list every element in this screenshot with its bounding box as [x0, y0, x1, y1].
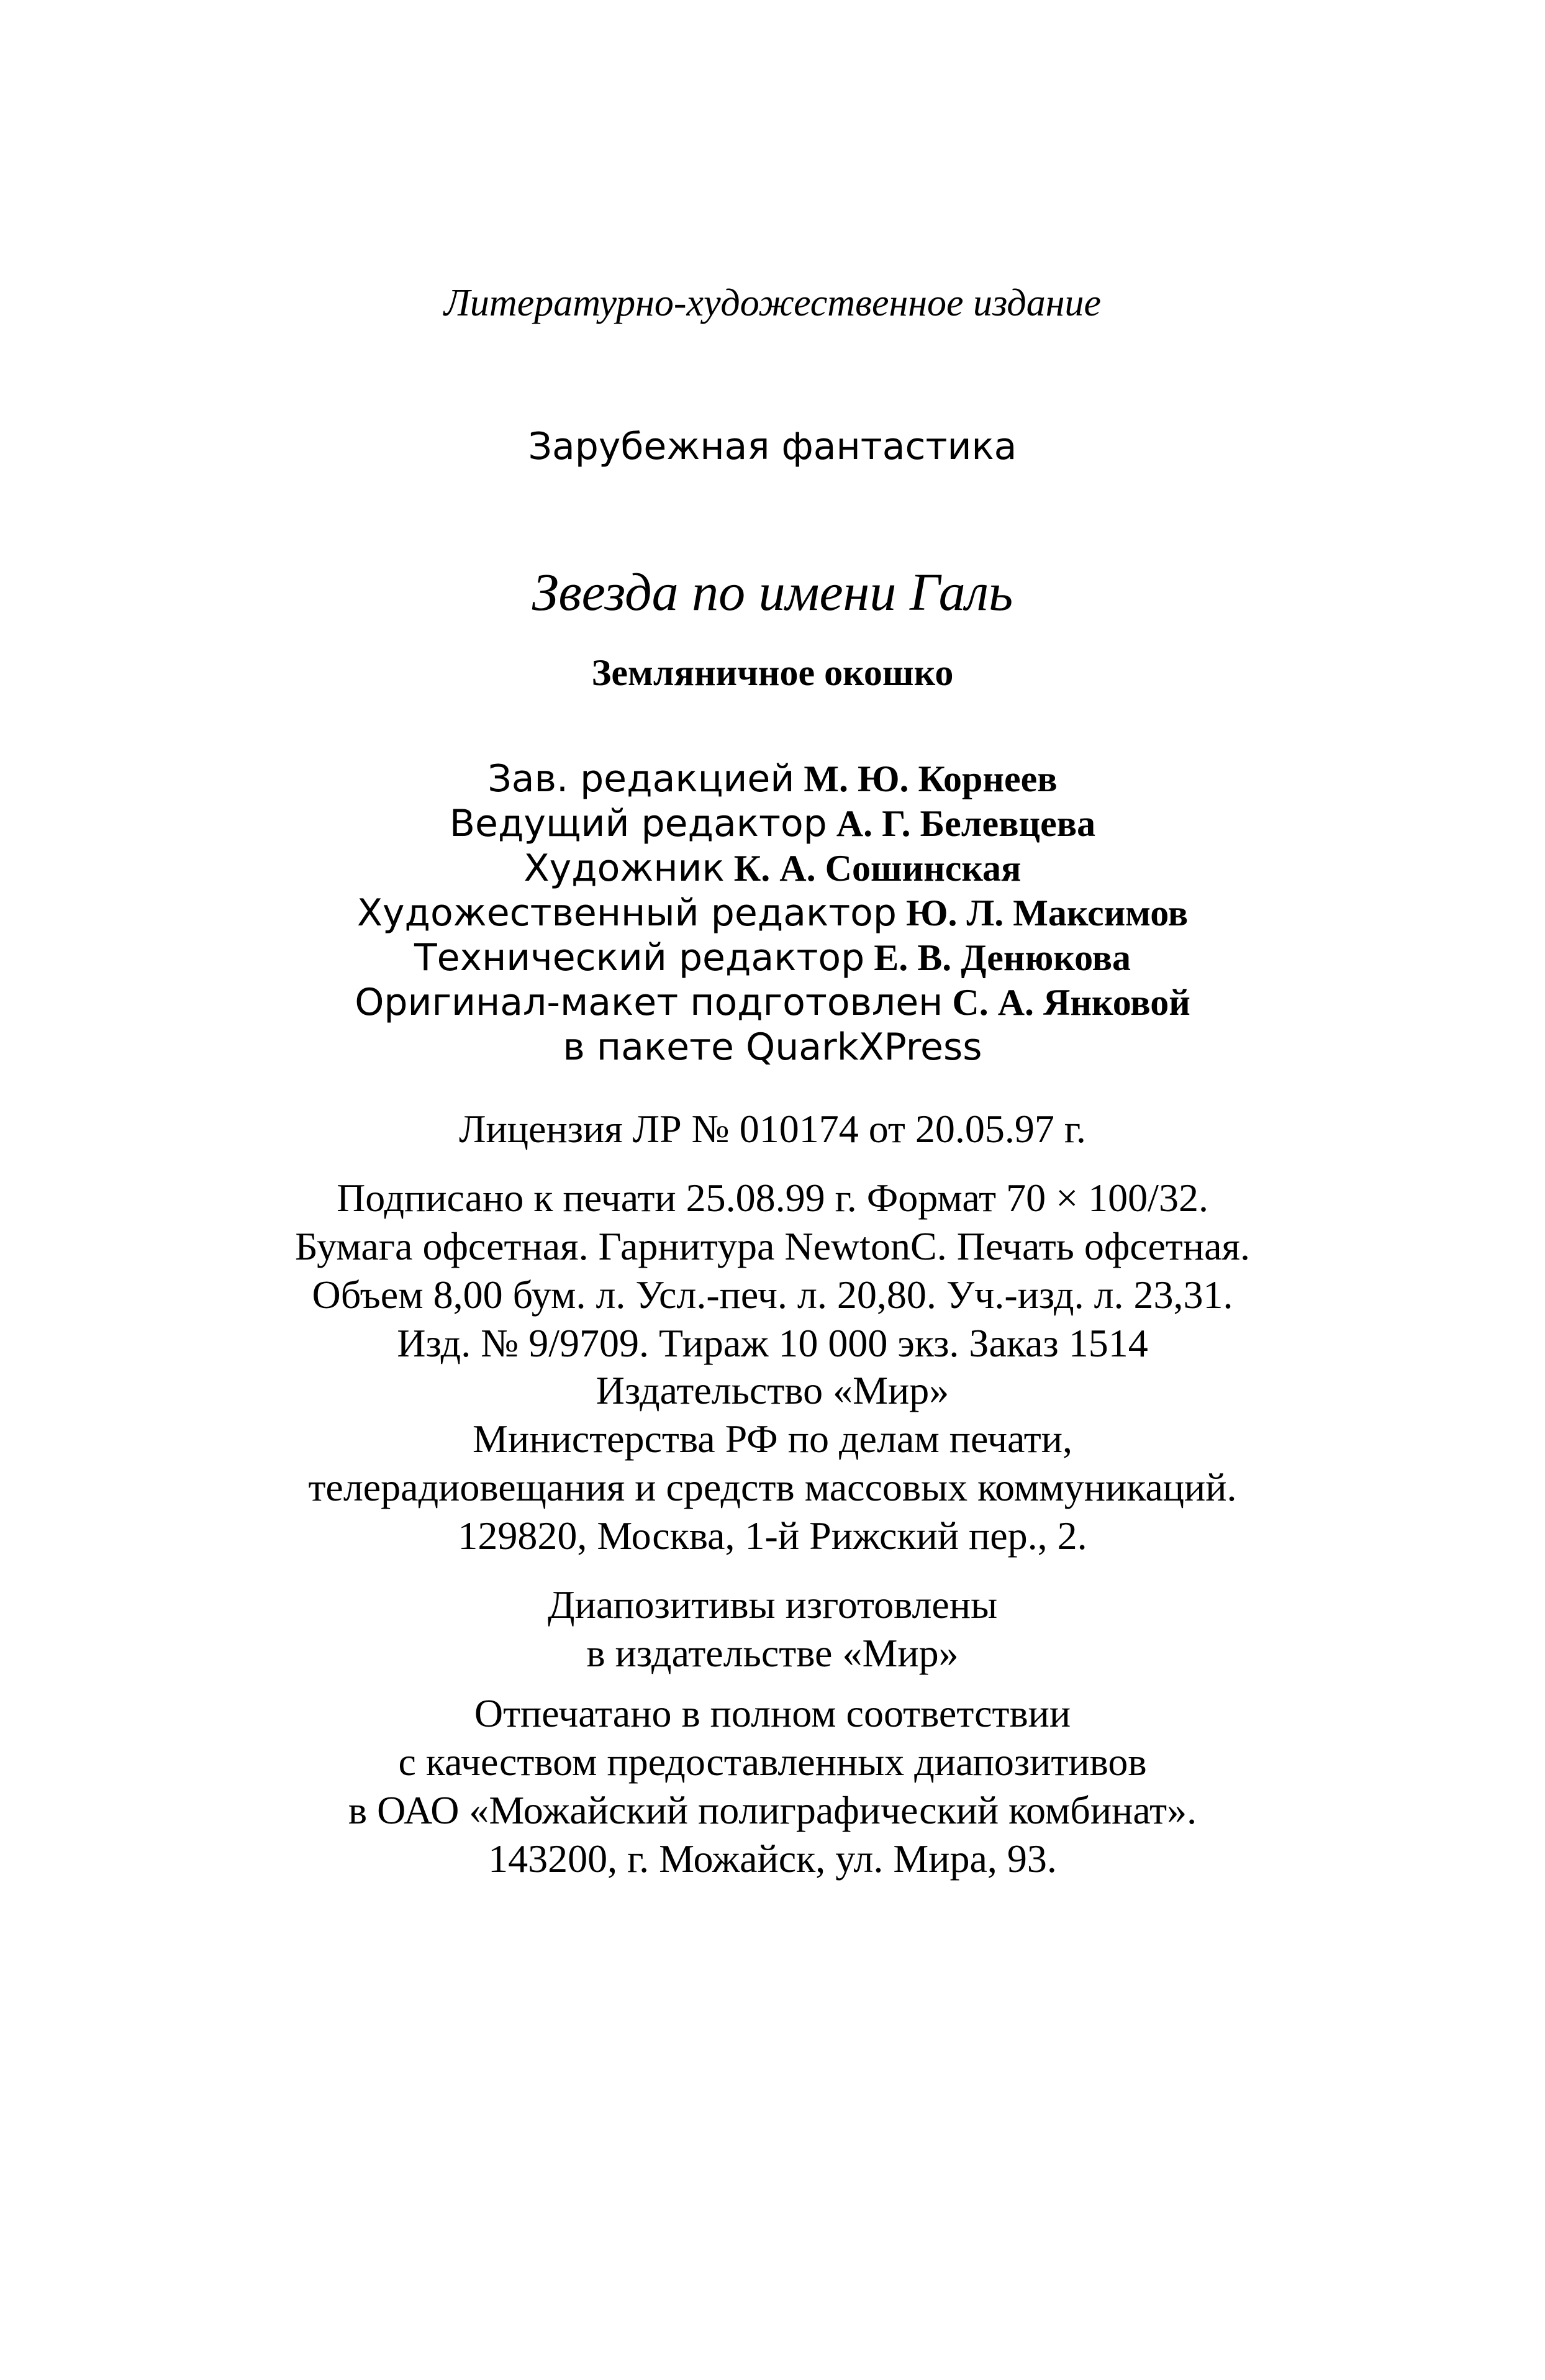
printed-line: в ОАО «Можайский полиграфический комбинат». — [348, 1788, 1197, 1832]
license-line: Лицензия ЛР № 010174 от 20.05.97 г. — [459, 1107, 1086, 1151]
slides-block — [0, 1581, 1545, 1678]
credit-name: К. А. Сошинская — [733, 848, 1022, 889]
credit-name: С. А. Янковой — [952, 982, 1190, 1023]
credit-role: Художественный редактор — [356, 891, 897, 935]
publisher-line: 129820, Москва, 1-й Рижский пер., 2. — [458, 1514, 1087, 1558]
slides-line: Диапозитивы изготовлены — [547, 1583, 998, 1627]
credit-name: М. Ю. Корнеев — [804, 758, 1058, 799]
print-info-line: Бумага офсетная. Гарнитура NewtonC. Печать офсетная. — [295, 1224, 1250, 1268]
book-title: Звезда по имени Галь — [532, 562, 1013, 622]
publisher-line: телерадиовещания и средств массовых коммуникаций. — [308, 1465, 1237, 1509]
printed-line: 143200, г. Можайск, ул. Мира, 93. — [488, 1837, 1057, 1881]
credit-line — [0, 935, 1545, 980]
publisher-block — [0, 1366, 1545, 1560]
credit-name: Е. В. Денюкова — [874, 937, 1131, 978]
credit-name: Ю. Л. Максимов — [905, 892, 1189, 933]
book-subtitle: Земляничное окошко — [591, 652, 954, 693]
credit-line — [0, 756, 1545, 801]
credit-line — [0, 801, 1545, 846]
credit-line — [0, 846, 1545, 891]
edition-type: Литературно-художественное издание — [443, 282, 1102, 324]
slides-line: в издательстве «Мир» — [586, 1631, 959, 1675]
publisher-line: Издательство «Мир» — [596, 1368, 949, 1412]
credit-name: А. Г. Белевцева — [836, 803, 1096, 844]
credit-role: Оригинал-макет подготовлен — [355, 981, 943, 1024]
printed-line: с качеством предоставленных диапозитивов — [398, 1740, 1147, 1784]
publisher-line: Министерства РФ по делам печати, — [473, 1417, 1072, 1461]
credit-role: Ведущий редактор — [449, 802, 827, 845]
credit-line — [0, 980, 1545, 1025]
credit-role: Технический редактор — [414, 936, 865, 979]
series-name: Зарубежная фантастика — [528, 425, 1017, 468]
printed-block — [0, 1689, 1545, 1883]
software-note: в пакете QuarkXPress — [563, 1025, 982, 1069]
printed-line: Отпечатано в полном соответствии — [474, 1691, 1071, 1735]
credit-line — [0, 891, 1545, 935]
credit-role: Художник — [523, 847, 725, 890]
print-info-line: Изд. № 9/9709. Тираж 10 000 экз. Заказ 1514 — [397, 1321, 1148, 1365]
print-info-line: Объем 8,00 бум. л. Усл.-печ. л. 20,80. Уч.-изд. л. 23,31. — [312, 1273, 1233, 1317]
credits-block — [0, 756, 1545, 1070]
credit-role: Зав. редакцией — [487, 757, 795, 801]
print-info-block — [0, 1174, 1545, 1368]
print-info-line: Подписано к печати 25.08.99 г. Формат 70 × 100/32. — [337, 1176, 1208, 1220]
